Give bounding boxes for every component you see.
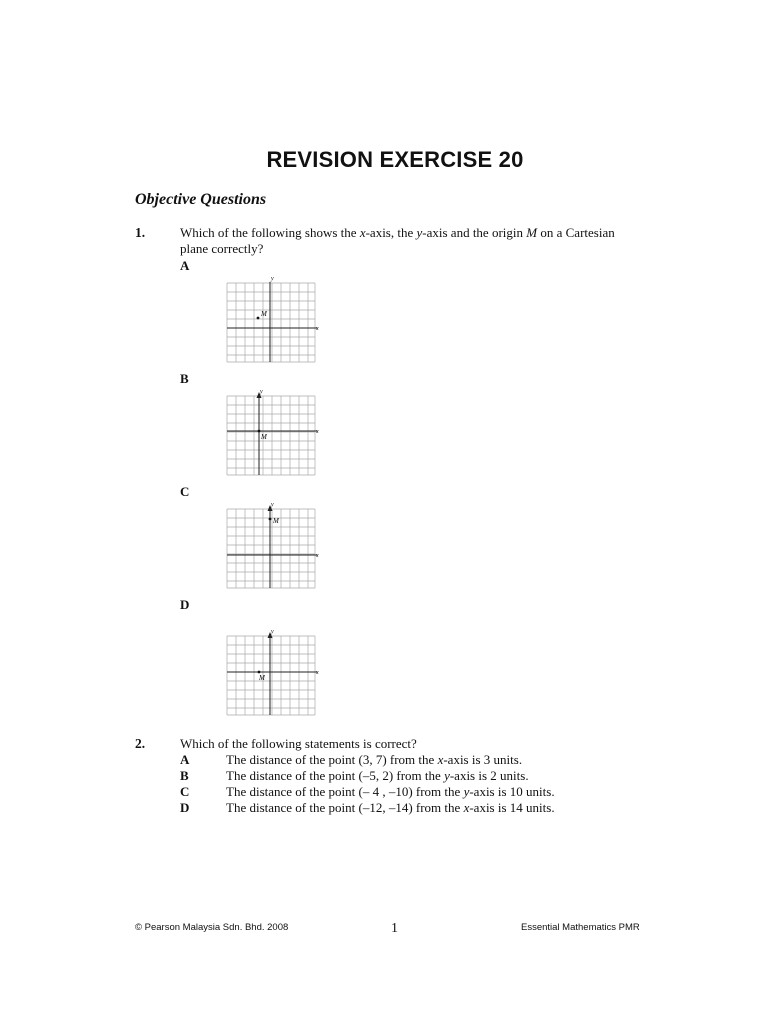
q2-option-text-part: -axis is 10 units.	[469, 784, 555, 799]
point-m-label: M	[261, 433, 267, 441]
q2-option-b-letter: B	[180, 768, 189, 783]
footer-copyright: © Pearson Malaysia Sdn. Bhd. 2008	[135, 922, 289, 933]
y-axis-label: y	[271, 276, 274, 282]
q2-option-a-text	[226, 752, 522, 768]
q1-option-b-graph	[222, 387, 324, 479]
x-axis-label: x	[316, 429, 319, 435]
q1-text-part: Which of the following shows the	[180, 225, 360, 240]
x-axis-label: x	[316, 326, 319, 332]
q1-option-a-letter: A	[180, 258, 190, 273]
q2-option-axis: x	[437, 752, 444, 767]
q2-option-text-part: The distance of the point (–12, –14) from the	[226, 800, 464, 815]
point-m-label: M	[261, 310, 267, 318]
q2-option-a-letter: A	[180, 752, 190, 767]
y-axis-label: y	[271, 502, 274, 508]
page-title: REVISION EXERCISE 20	[266, 147, 524, 172]
q2-option-axis: x	[463, 800, 470, 815]
q2-option-text-part: The distance of the point (3, 7) from the	[226, 752, 438, 767]
q2-option-text-part: -axis is 3 units.	[443, 752, 523, 767]
q1-option-b-letter: B	[180, 371, 189, 386]
question-1-text	[180, 225, 660, 257]
q1-option-d-graph	[222, 627, 324, 719]
point-m	[258, 430, 261, 433]
q1-text-part: -axis, the	[365, 225, 417, 240]
x-axis-label: x	[316, 670, 319, 676]
point-m	[257, 317, 260, 320]
q1-text-line2: plane correctly?	[180, 241, 264, 256]
x-axis-label: x	[316, 553, 319, 559]
y-axis-label: y	[271, 629, 274, 635]
y-axis-label: y	[260, 389, 263, 395]
q2-option-text-part: The distance of the point (–5, 2) from the	[226, 768, 445, 783]
question-1-number: 1.	[135, 225, 146, 240]
q1-text-part: M	[526, 225, 538, 240]
q1-option-d-letter: D	[180, 597, 190, 612]
q2-option-text-part: The distance of the point (– 4 , –10) from the	[226, 784, 464, 799]
point-m	[258, 671, 261, 674]
q2-option-text-part: -axis is 2 units.	[449, 768, 529, 783]
footer-book-title: Essential Mathematics PMR	[521, 922, 640, 933]
q2-option-axis: y	[463, 784, 470, 799]
q2-option-b-text	[226, 768, 529, 784]
q1-text-part: -axis and the origin	[422, 225, 527, 240]
q1-option-c-letter: C	[180, 484, 190, 499]
point-m-label: M	[259, 674, 265, 682]
question-2-number: 2.	[135, 736, 146, 751]
q1-option-a-graph	[222, 274, 324, 366]
point-m	[269, 518, 272, 521]
q1-text-part: on a Cartesian	[537, 225, 615, 240]
q2-option-axis: y	[444, 768, 450, 783]
q2-option-c-text	[226, 784, 555, 800]
q2-option-text-part: -axis is 14 units.	[469, 800, 555, 815]
q1-option-c-graph	[222, 500, 324, 592]
q2-option-d-text	[226, 800, 555, 816]
q1-text-part: y	[416, 225, 423, 240]
page-number: 1	[391, 921, 398, 936]
q2-option-d-letter: D	[180, 800, 190, 815]
q1-text-part: x	[359, 225, 366, 240]
q2-option-c-letter: C	[180, 784, 190, 799]
question-2-text: Which of the following statements is correct?	[180, 736, 417, 751]
point-m-label: M	[273, 517, 279, 525]
section-heading: Objective Questions	[135, 191, 267, 208]
